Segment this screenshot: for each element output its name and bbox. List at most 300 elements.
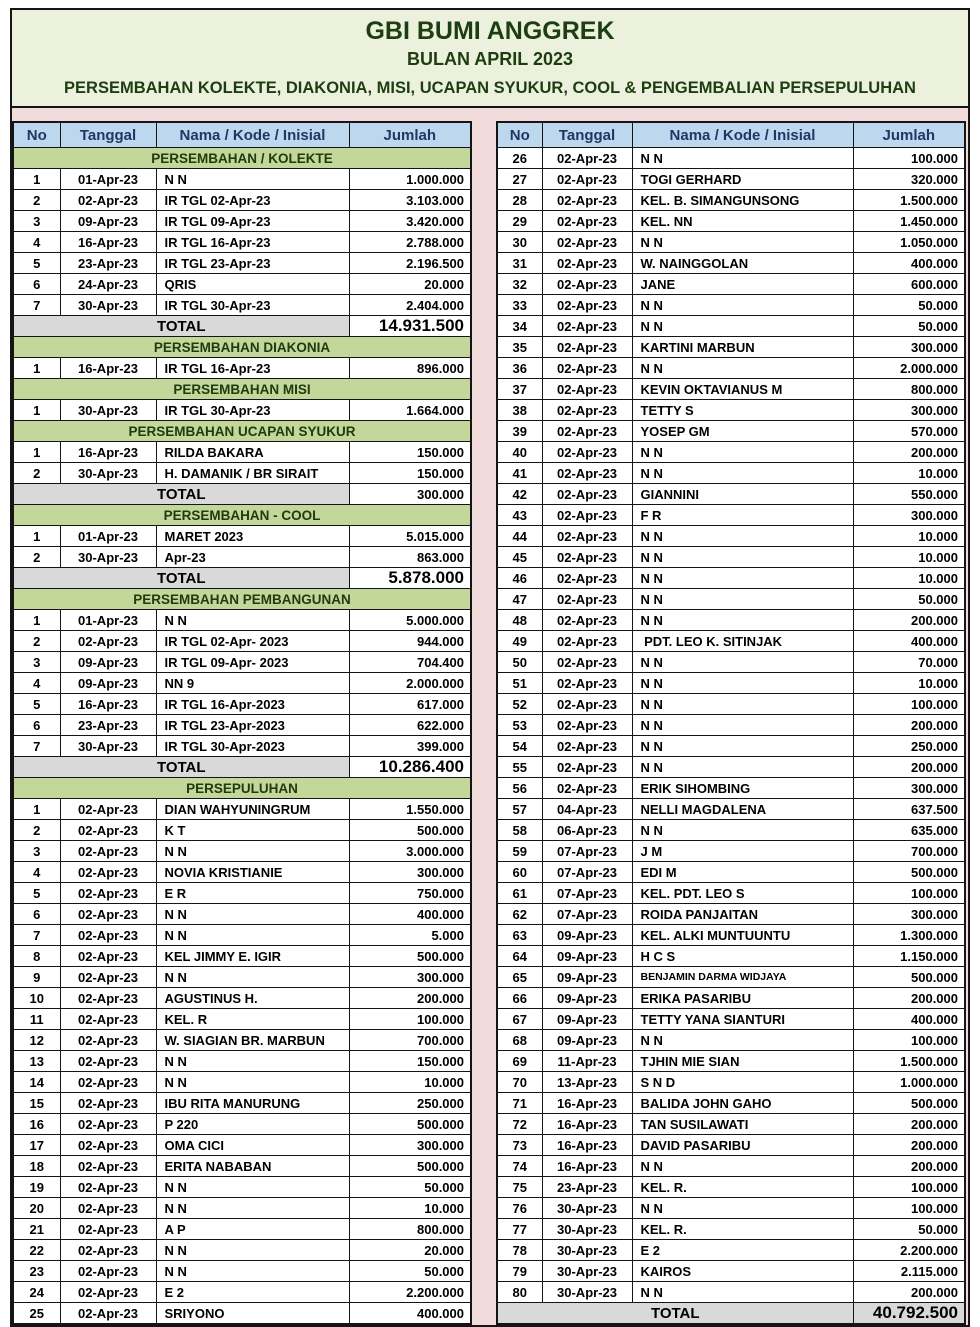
row-no-cell: 48 <box>497 610 542 631</box>
table-row <box>497 484 965 505</box>
row-name-cell: TOGI GERHARD <box>632 169 853 190</box>
row-name-cell: F R <box>632 505 853 526</box>
row-name-cell: KEL. PDT. LEO S <box>632 883 853 904</box>
row-name-cell: IR TGL 30-Apr-23 <box>156 400 349 421</box>
table-row <box>497 400 965 421</box>
row-date-cell: 02-Apr-23 <box>542 568 632 589</box>
row-amount-cell: 622.000 <box>349 715 471 736</box>
row-name-cell: TJHIN MIE SIAN <box>632 1051 853 1072</box>
row-date-cell: 02-Apr-23 <box>60 988 156 1009</box>
section-header-row <box>13 421 471 442</box>
table-row <box>13 358 471 379</box>
row-amount-cell: 320.000 <box>853 169 965 190</box>
total-label-cell: TOTAL <box>13 568 349 589</box>
row-no-cell: 41 <box>497 463 542 484</box>
row-name-cell: IR TGL 09-Apr- 2023 <box>156 652 349 673</box>
row-name-cell: N N <box>632 736 853 757</box>
row-no-cell: 1 <box>13 400 60 421</box>
row-no-cell: 28 <box>497 190 542 211</box>
table-row <box>497 1198 965 1219</box>
row-date-cell: 30-Apr-23 <box>60 463 156 484</box>
table-row <box>13 1135 471 1156</box>
row-amount-cell: 10.000 <box>853 463 965 484</box>
row-name-cell: N N <box>156 841 349 862</box>
row-amount-cell: 944.000 <box>349 631 471 652</box>
table-row <box>497 715 965 736</box>
row-amount-cell: 10.000 <box>853 547 965 568</box>
row-date-cell: 16-Apr-23 <box>60 358 156 379</box>
row-date-cell: 07-Apr-23 <box>542 904 632 925</box>
row-amount-cell: 10.000 <box>853 673 965 694</box>
row-no-cell: 72 <box>497 1114 542 1135</box>
table-row <box>13 400 471 421</box>
table-row <box>497 1114 965 1135</box>
row-amount-cell: 500.000 <box>853 967 965 988</box>
row-date-cell: 02-Apr-23 <box>542 169 632 190</box>
row-name-cell: NOVIA KRISTIANIE <box>156 862 349 883</box>
row-name-cell: N N <box>632 568 853 589</box>
table-row <box>13 841 471 862</box>
table-row <box>13 694 471 715</box>
row-no-cell: 20 <box>13 1198 60 1219</box>
row-name-cell: MARET 2023 <box>156 526 349 547</box>
row-amount-cell: 400.000 <box>349 904 471 925</box>
row-no-cell: 51 <box>497 673 542 694</box>
table-row <box>13 274 471 295</box>
row-date-cell: 02-Apr-23 <box>542 757 632 778</box>
row-no-cell: 32 <box>497 274 542 295</box>
row-no-cell: 42 <box>497 484 542 505</box>
table-row <box>13 232 471 253</box>
row-name-cell: N N <box>156 1240 349 1261</box>
row-date-cell: 16-Apr-23 <box>542 1093 632 1114</box>
row-amount-cell: 50.000 <box>853 316 965 337</box>
row-date-cell: 09-Apr-23 <box>60 211 156 232</box>
row-name-cell: OMA CICI <box>156 1135 349 1156</box>
row-amount-cell: 400.000 <box>349 1303 471 1325</box>
table-row <box>497 904 965 925</box>
row-date-cell: 11-Apr-23 <box>542 1051 632 1072</box>
row-date-cell: 02-Apr-23 <box>542 463 632 484</box>
total-label-cell: TOTAL <box>13 484 349 505</box>
row-no-cell: 11 <box>13 1009 60 1030</box>
total-row <box>13 316 471 337</box>
row-name-cell: GIANNINI <box>632 484 853 505</box>
row-date-cell: 30-Apr-23 <box>60 295 156 316</box>
row-name-cell: RILDA BAKARA <box>156 442 349 463</box>
row-amount-cell: 637.500 <box>853 799 965 820</box>
row-date-cell: 23-Apr-23 <box>60 715 156 736</box>
tables-area <box>12 108 968 1325</box>
table-row <box>497 463 965 484</box>
row-date-cell: 30-Apr-23 <box>542 1198 632 1219</box>
row-date-cell: 30-Apr-23 <box>60 736 156 757</box>
report-subtitle: BULAN APRIL 2023 <box>406 49 574 69</box>
row-name-cell: N N <box>632 652 853 673</box>
row-amount-cell: 600.000 <box>853 274 965 295</box>
row-no-cell: 63 <box>497 925 542 946</box>
row-name-cell: N N <box>156 1261 349 1282</box>
row-date-cell: 02-Apr-23 <box>542 631 632 652</box>
row-date-cell: 02-Apr-23 <box>60 1093 156 1114</box>
row-no-cell: 50 <box>497 652 542 673</box>
table-row <box>497 610 965 631</box>
row-no-cell: 34 <box>497 316 542 337</box>
row-date-cell: 02-Apr-23 <box>60 967 156 988</box>
row-amount-cell: 1.300.000 <box>853 925 965 946</box>
row-date-cell: 02-Apr-23 <box>60 841 156 862</box>
table-row <box>497 568 965 589</box>
row-date-cell: 23-Apr-23 <box>60 253 156 274</box>
row-name-cell: KEL. ALKI MUNTUUNTU <box>632 925 853 946</box>
row-date-cell: 02-Apr-23 <box>542 694 632 715</box>
row-name-cell: N N <box>632 547 853 568</box>
table-row <box>497 232 965 253</box>
row-no-cell: 2 <box>13 631 60 652</box>
row-name-cell: ERITA NABABAN <box>156 1156 349 1177</box>
row-amount-cell: 863.000 <box>349 547 471 568</box>
right-table-body <box>497 148 965 1325</box>
row-name-cell: W. SIAGIAN BR. MARBUN <box>156 1030 349 1051</box>
row-name-cell: KEL. B. SIMANGUNSONG <box>632 190 853 211</box>
row-amount-cell: 10.000 <box>349 1072 471 1093</box>
row-no-cell: 10 <box>13 988 60 1009</box>
row-date-cell: 02-Apr-23 <box>60 1177 156 1198</box>
row-amount-cell: 300.000 <box>853 337 965 358</box>
table-row <box>13 904 471 925</box>
table-row <box>497 316 965 337</box>
row-amount-cell: 500.000 <box>349 1114 471 1135</box>
total-value-cell: 10.286.400 <box>349 757 471 778</box>
row-name-cell: YOSEP GM <box>632 421 853 442</box>
row-date-cell: 16-Apr-23 <box>60 442 156 463</box>
row-amount-cell: 50.000 <box>349 1261 471 1282</box>
row-no-cell: 22 <box>13 1240 60 1261</box>
row-no-cell: 1 <box>13 442 60 463</box>
row-no-cell: 1 <box>13 799 60 820</box>
row-name-cell: TAN SUSILAWATI <box>632 1114 853 1135</box>
row-amount-cell: 10.000 <box>853 568 965 589</box>
row-no-cell: 68 <box>497 1030 542 1051</box>
row-amount-cell: 1.150.000 <box>853 946 965 967</box>
row-date-cell: 02-Apr-23 <box>60 1135 156 1156</box>
table-row <box>13 1240 471 1261</box>
row-name-cell: NELLI MAGDALENA <box>632 799 853 820</box>
row-no-cell: 1 <box>13 358 60 379</box>
row-amount-cell: 50.000 <box>853 1219 965 1240</box>
row-amount-cell: 1.050.000 <box>853 232 965 253</box>
row-date-cell: 02-Apr-23 <box>60 1198 156 1219</box>
row-amount-cell: 5.000 <box>349 925 471 946</box>
row-amount-cell: 400.000 <box>853 253 965 274</box>
row-amount-cell: 2.200.000 <box>853 1240 965 1261</box>
table-row <box>13 631 471 652</box>
row-no-cell: 2 <box>13 463 60 484</box>
row-date-cell: 02-Apr-23 <box>60 190 156 211</box>
row-amount-cell: 500.000 <box>853 1093 965 1114</box>
table-row <box>13 1198 471 1219</box>
table-row <box>497 736 965 757</box>
table-row <box>497 211 965 232</box>
row-date-cell: 09-Apr-23 <box>542 988 632 1009</box>
row-amount-cell: 100.000 <box>853 694 965 715</box>
row-no-cell: 14 <box>13 1072 60 1093</box>
table-row <box>497 1051 965 1072</box>
row-amount-cell: 500.000 <box>349 820 471 841</box>
row-date-cell: 02-Apr-23 <box>60 1114 156 1135</box>
table-row <box>13 547 471 568</box>
row-name-cell: N N <box>632 148 853 169</box>
row-amount-cell: 399.000 <box>349 736 471 757</box>
section-header-row <box>13 379 471 400</box>
row-date-cell: 02-Apr-23 <box>60 1240 156 1261</box>
row-amount-cell: 750.000 <box>349 883 471 904</box>
col-header-no: No <box>497 122 542 148</box>
row-no-cell: 66 <box>497 988 542 1009</box>
row-amount-cell: 200.000 <box>853 715 965 736</box>
row-amount-cell: 200.000 <box>853 1114 965 1135</box>
row-no-cell: 12 <box>13 1030 60 1051</box>
row-no-cell: 15 <box>13 1093 60 1114</box>
table-row <box>497 946 965 967</box>
row-amount-cell: 200.000 <box>853 442 965 463</box>
row-date-cell: 02-Apr-23 <box>542 526 632 547</box>
table-row <box>497 379 965 400</box>
row-no-cell: 35 <box>497 337 542 358</box>
table-row <box>497 148 965 169</box>
row-name-cell: N N <box>632 526 853 547</box>
row-no-cell: 38 <box>497 400 542 421</box>
row-amount-cell: 1.550.000 <box>349 799 471 820</box>
row-amount-cell: 200.000 <box>349 988 471 1009</box>
row-no-cell: 26 <box>497 148 542 169</box>
row-name-cell: KEL. R. <box>632 1177 853 1198</box>
row-no-cell: 4 <box>13 673 60 694</box>
row-amount-cell: 250.000 <box>853 736 965 757</box>
row-amount-cell: 2.196.500 <box>349 253 471 274</box>
row-date-cell: 09-Apr-23 <box>542 946 632 967</box>
row-no-cell: 27 <box>497 169 542 190</box>
row-no-cell: 49 <box>497 631 542 652</box>
row-no-cell: 33 <box>497 295 542 316</box>
row-no-cell: 7 <box>13 736 60 757</box>
report-document <box>10 8 970 1327</box>
row-no-cell: 13 <box>13 1051 60 1072</box>
row-name-cell: ERIK SIHOMBING <box>632 778 853 799</box>
row-amount-cell: 1.500.000 <box>853 190 965 211</box>
row-no-cell: 70 <box>497 1072 542 1093</box>
table-row <box>497 589 965 610</box>
table-row <box>13 1030 471 1051</box>
row-date-cell: 02-Apr-23 <box>60 1282 156 1303</box>
left-table-body <box>13 148 471 1325</box>
row-name-cell: KEL. NN <box>632 211 853 232</box>
row-no-cell: 40 <box>497 442 542 463</box>
table-row <box>13 442 471 463</box>
row-amount-cell: 300.000 <box>853 778 965 799</box>
row-date-cell: 02-Apr-23 <box>542 505 632 526</box>
table-row <box>13 169 471 190</box>
row-name-cell: TETTY YANA SIANTURI <box>632 1009 853 1030</box>
total-row <box>497 1303 965 1325</box>
row-no-cell: 4 <box>13 232 60 253</box>
table-row <box>13 862 471 883</box>
row-no-cell: 39 <box>497 421 542 442</box>
row-no-cell: 7 <box>13 295 60 316</box>
table-row <box>13 736 471 757</box>
row-date-cell: 02-Apr-23 <box>60 925 156 946</box>
col-header-jumlah: Jumlah <box>853 122 965 148</box>
row-name-cell: E 2 <box>156 1282 349 1303</box>
row-date-cell: 02-Apr-23 <box>60 1303 156 1325</box>
row-name-cell: N N <box>632 463 853 484</box>
row-amount-cell: 3.420.000 <box>349 211 471 232</box>
row-name-cell: N N <box>632 1156 853 1177</box>
row-date-cell: 02-Apr-23 <box>542 190 632 211</box>
row-name-cell: Apr-23 <box>156 547 349 568</box>
row-name-cell: N N <box>156 1198 349 1219</box>
row-name-cell: TETTY S <box>632 400 853 421</box>
row-no-cell: 5 <box>13 883 60 904</box>
row-name-cell: N N <box>156 1177 349 1198</box>
total-value-cell: 40.792.500 <box>853 1303 965 1325</box>
row-no-cell: 7 <box>13 925 60 946</box>
section-header-row <box>13 778 471 799</box>
row-amount-cell: 300.000 <box>349 862 471 883</box>
row-amount-cell: 570.000 <box>853 421 965 442</box>
table-row <box>13 1051 471 1072</box>
row-name-cell: AGUSTINUS H. <box>156 988 349 1009</box>
row-name-cell: DAVID PASARIBU <box>632 1135 853 1156</box>
row-date-cell: 06-Apr-23 <box>542 820 632 841</box>
table-row <box>497 505 965 526</box>
table-row <box>497 1261 965 1282</box>
table-row <box>497 1219 965 1240</box>
section-header-row <box>13 505 471 526</box>
row-date-cell: 07-Apr-23 <box>542 883 632 904</box>
row-date-cell: 09-Apr-23 <box>542 1009 632 1030</box>
row-name-cell: PDT. LEO K. SITINJAK <box>632 631 853 652</box>
row-date-cell: 02-Apr-23 <box>60 820 156 841</box>
row-name-cell: N N <box>156 925 349 946</box>
row-name-cell: DIAN WAHYUNINGRUM <box>156 799 349 820</box>
row-amount-cell: 617.000 <box>349 694 471 715</box>
row-amount-cell: 100.000 <box>853 1198 965 1219</box>
row-date-cell: 23-Apr-23 <box>542 1177 632 1198</box>
row-no-cell: 78 <box>497 1240 542 1261</box>
row-date-cell: 02-Apr-23 <box>542 715 632 736</box>
row-name-cell: N N <box>632 1282 853 1303</box>
row-no-cell: 1 <box>13 169 60 190</box>
row-date-cell: 01-Apr-23 <box>60 526 156 547</box>
table-row <box>497 652 965 673</box>
row-amount-cell: 800.000 <box>853 379 965 400</box>
row-no-cell: 36 <box>497 358 542 379</box>
row-no-cell: 5 <box>13 694 60 715</box>
row-date-cell: 24-Apr-23 <box>60 274 156 295</box>
left-table <box>12 121 472 1325</box>
report-tagline: PERSEMBAHAN KOLEKTE, DIAKONIA, MISI, UCAPAN SYUKUR, COOL & PENGEMBALIAN PERSEPULUHAN <box>64 78 916 97</box>
row-amount-cell: 700.000 <box>853 841 965 862</box>
row-date-cell: 07-Apr-23 <box>542 841 632 862</box>
table-row <box>497 1240 965 1261</box>
table-row <box>13 1114 471 1135</box>
report-header <box>12 10 968 108</box>
row-no-cell: 53 <box>497 715 542 736</box>
row-date-cell: 02-Apr-23 <box>542 673 632 694</box>
row-amount-cell: 3.103.000 <box>349 190 471 211</box>
table-row <box>497 421 965 442</box>
table-row <box>13 988 471 1009</box>
row-no-cell: 2 <box>13 820 60 841</box>
row-amount-cell: 2.788.000 <box>349 232 471 253</box>
row-date-cell: 02-Apr-23 <box>542 358 632 379</box>
row-amount-cell: 100.000 <box>853 1177 965 1198</box>
row-no-cell: 19 <box>13 1177 60 1198</box>
row-date-cell: 02-Apr-23 <box>542 589 632 610</box>
table-row <box>497 253 965 274</box>
row-name-cell: KARTINI MARBUN <box>632 337 853 358</box>
row-amount-cell: 2.404.000 <box>349 295 471 316</box>
row-no-cell: 47 <box>497 589 542 610</box>
row-no-cell: 2 <box>13 547 60 568</box>
row-no-cell: 6 <box>13 904 60 925</box>
row-name-cell: IR TGL 23-Apr-2023 <box>156 715 349 736</box>
row-no-cell: 45 <box>497 547 542 568</box>
row-date-cell: 02-Apr-23 <box>542 274 632 295</box>
row-name-cell: KEVIN OKTAVIANUS M <box>632 379 853 400</box>
row-amount-cell: 800.000 <box>349 1219 471 1240</box>
row-date-cell: 09-Apr-23 <box>542 925 632 946</box>
row-name-cell: IR TGL 16-Apr-23 <box>156 358 349 379</box>
row-no-cell: 1 <box>13 526 60 547</box>
col-header-jumlah: Jumlah <box>349 122 471 148</box>
section-title: PERSEMBAHAN UCAPAN SYUKUR <box>13 421 471 442</box>
row-name-cell: IR TGL 23-Apr-23 <box>156 253 349 274</box>
table-row <box>497 967 965 988</box>
row-no-cell: 61 <box>497 883 542 904</box>
row-no-cell: 31 <box>497 253 542 274</box>
row-date-cell: 02-Apr-23 <box>60 1030 156 1051</box>
table-row <box>13 295 471 316</box>
row-name-cell: N N <box>632 295 853 316</box>
row-no-cell: 57 <box>497 799 542 820</box>
table-row <box>497 841 965 862</box>
row-amount-cell: 400.000 <box>853 1009 965 1030</box>
row-name-cell: N N <box>632 1030 853 1051</box>
row-name-cell: IBU RITA MANURUNG <box>156 1093 349 1114</box>
row-date-cell: 16-Apr-23 <box>60 694 156 715</box>
row-no-cell: 79 <box>497 1261 542 1282</box>
row-date-cell: 02-Apr-23 <box>542 610 632 631</box>
table-row <box>497 988 965 1009</box>
table-row <box>497 883 965 904</box>
section-header-row <box>13 589 471 610</box>
row-name-cell: IR TGL 16-Apr-23 <box>156 232 349 253</box>
row-amount-cell: 300.000 <box>853 505 965 526</box>
row-amount-cell: 896.000 <box>349 358 471 379</box>
row-amount-cell: 2.000.000 <box>349 673 471 694</box>
row-name-cell: N N <box>632 358 853 379</box>
table-row <box>13 526 471 547</box>
row-date-cell: 02-Apr-23 <box>60 883 156 904</box>
row-amount-cell: 150.000 <box>349 1051 471 1072</box>
row-name-cell: KEL. R. <box>632 1219 853 1240</box>
row-amount-cell: 20.000 <box>349 274 471 295</box>
row-no-cell: 77 <box>497 1219 542 1240</box>
table-row <box>13 211 471 232</box>
row-date-cell: 02-Apr-23 <box>60 1051 156 1072</box>
